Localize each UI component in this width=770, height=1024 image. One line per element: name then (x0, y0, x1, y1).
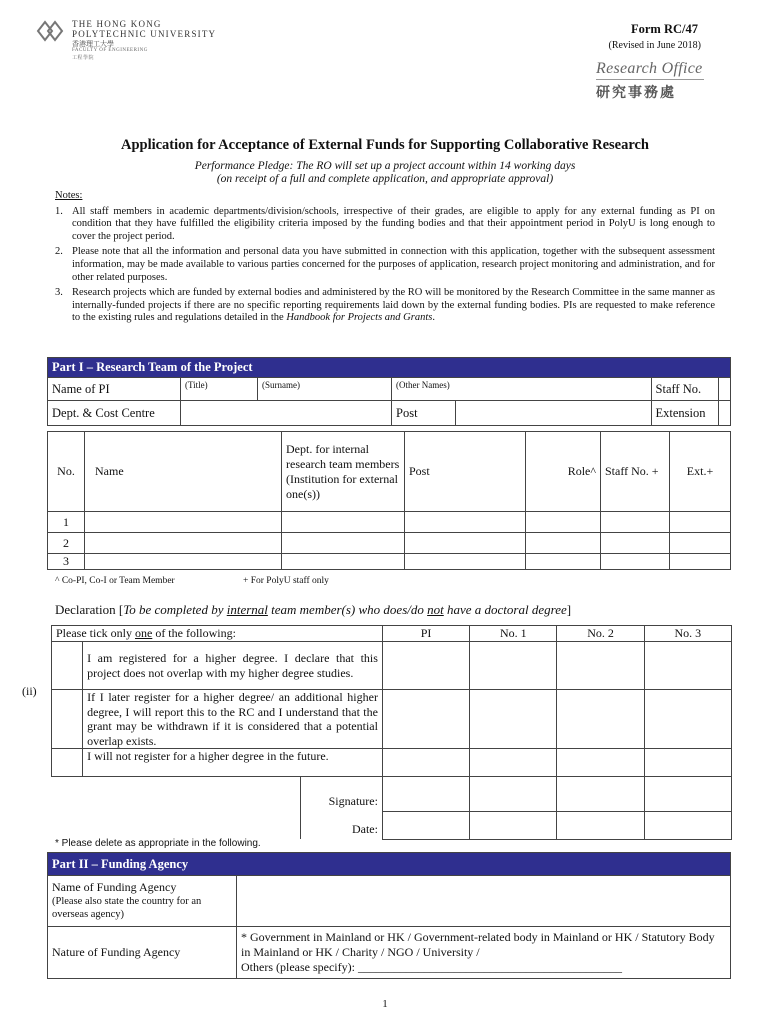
part1-heading: Part I – Research Team of the Project (48, 358, 731, 378)
dept-cost-centre-label: Dept. & Cost Centre (48, 401, 181, 426)
option-tickbox[interactable] (52, 642, 83, 690)
note-number: 2. (55, 246, 63, 258)
university-logo (36, 16, 236, 61)
tick-cell[interactable] (382, 690, 469, 749)
tick-post: of the following: (152, 626, 236, 640)
col-role-header: Role^ (526, 432, 601, 512)
member-ext-field[interactable] (670, 512, 731, 533)
signature-cell[interactable] (470, 777, 557, 812)
form-title: Application for Acceptance of External Funds for Supporting Collaborative Research (120, 137, 650, 153)
row-number: 2 (48, 533, 85, 554)
date-cell[interactable] (644, 811, 731, 839)
delete-note: * Please delete as appropriate in the following. (55, 838, 261, 849)
handbook-reference: Handbook for Projects and Grants (286, 312, 433, 324)
pi-other-names-field[interactable] (392, 378, 652, 401)
tick-cell[interactable] (644, 690, 731, 749)
signature-cell[interactable] (557, 777, 644, 812)
table-row (48, 533, 731, 554)
nature-options: * Government in Mainland or HK / Government-related body in Mainland or HK / Statutory Body in Mainland or HK / Charity / NGO / University / (241, 930, 715, 959)
declaration-part: team member(s) who does/do (267, 602, 428, 617)
note-number: 1. (55, 205, 63, 217)
member-staff-no-field[interactable] (601, 554, 670, 570)
part2-heading: Part II – Funding Agency (48, 853, 731, 876)
post-field[interactable] (456, 401, 652, 426)
date-label-cell (52, 811, 383, 839)
notes-section (55, 190, 715, 328)
col-no-3: No. 3 (644, 626, 731, 642)
tick-cell[interactable] (470, 642, 557, 690)
col-dept-header: Dept. for internal research team members (Institution for external one(s)) (282, 432, 405, 512)
university-name-zh: 香港理工大學 (72, 40, 114, 48)
note-text: Please note that all the information and personal data you have submitted in connection with this application, together with the subsequent assessment information, may be made available to various parties concerned for the purposes of application, research project monitoring and administration, and for other related purposes. (72, 246, 715, 283)
declaration-heading (55, 602, 571, 618)
declaration-part: To be completed by (123, 602, 227, 617)
pi-surname-field[interactable] (258, 378, 392, 401)
title-hint: (Title) (185, 380, 208, 390)
notes-heading: Notes: (55, 190, 83, 201)
col-post-header: Post (405, 432, 526, 512)
funding-agency-nature-label: Nature of Funding Agency (48, 927, 237, 979)
note-text-end: . (432, 312, 435, 324)
research-office-logo (596, 60, 708, 104)
declaration-lead: Declaration [ (55, 602, 124, 617)
staff-no-label: Staff No. (651, 378, 718, 401)
note-item (55, 206, 715, 244)
extension-label: Extension (651, 401, 718, 426)
member-role-field[interactable] (526, 512, 601, 533)
member-post-field[interactable] (405, 554, 526, 570)
col-staff-no-header: Staff No. + (601, 432, 670, 512)
extension-field[interactable] (718, 401, 730, 426)
name-of-pi-label: Name of PI (48, 378, 181, 401)
tick-cell[interactable] (557, 642, 644, 690)
tick-one: one (134, 626, 153, 640)
form-number: Form RC/47 (631, 22, 698, 36)
funding-agency-nature-field[interactable] (237, 927, 731, 979)
pledge-line-1: Performance Pledge: The RO will set up a project account within 14 working days (194, 160, 576, 172)
option-text: If I later register for a higher degree/ an additional higher degree, I will report this to the RC and I understand that the grant may be withdrawn if it is considered that a potential overlap exists. (83, 690, 383, 749)
option-text: I will not register for a higher degree in the future. (83, 749, 383, 777)
pledge-line-2: (on receipt of a full and complete application, and appropriate approval) (216, 173, 554, 185)
note-text (72, 287, 715, 325)
other-names-hint: (Other Names) (396, 380, 450, 390)
member-ext-field[interactable] (670, 554, 731, 570)
tick-cell[interactable] (644, 642, 731, 690)
pi-title-field[interactable] (181, 378, 258, 401)
member-staff-no-field[interactable] (601, 533, 670, 554)
staff-legend: + For PolyU staff only (243, 576, 329, 586)
member-name-field[interactable] (85, 554, 282, 570)
performance-pledge (0, 160, 770, 186)
role-legend: ^ Co-PI, Co-I or Team Member (55, 576, 175, 586)
option-tickbox[interactable] (52, 690, 83, 749)
page-number: 1 (382, 998, 388, 1010)
note-text: All staff members in academic departments/division/schools, irrespective of their grades, are eligible to apply for any external funding as PI on condition that they have fulfilled the eligibility criteria imposed by the funding bodies and that their appointment period in PolyU is long enough to cover the project period. (72, 205, 715, 242)
tick-cell[interactable] (382, 749, 469, 777)
row-number: 3 (48, 554, 85, 570)
tick-cell[interactable] (557, 749, 644, 777)
signature-label: Signature: (300, 777, 382, 811)
funding-agency-name-field[interactable] (237, 876, 731, 927)
signature-label-cell (52, 777, 383, 812)
note-number: 3. (55, 287, 63, 299)
tick-pre: Please tick only (56, 626, 135, 640)
member-ext-field[interactable] (670, 533, 731, 554)
funding-agency-name-label (48, 876, 237, 927)
university-name-en: THE HONG KONG POLYTECHNIC UNIVERSITY (72, 19, 217, 39)
member-post-field[interactable] (405, 533, 526, 554)
staff-no-field[interactable] (718, 378, 730, 401)
member-post-field[interactable] (405, 512, 526, 533)
polyu-emblem-icon (36, 18, 64, 44)
section-roman-numeral: (ii) (22, 684, 37, 698)
member-name-field[interactable] (85, 512, 282, 533)
nature-others: Others (please specify): ____________________________________________ (241, 960, 622, 974)
member-role-field[interactable] (526, 533, 601, 554)
col-no-2: No. 2 (557, 626, 644, 642)
member-dept-field[interactable] (282, 554, 405, 570)
date-cell[interactable] (557, 811, 644, 839)
research-team-table (47, 431, 731, 570)
option-tickbox[interactable] (52, 749, 83, 777)
member-name-field[interactable] (85, 533, 282, 554)
col-no-header: No. (48, 432, 85, 512)
research-office-logo-zh: 研究事務處 (596, 86, 676, 101)
signature-cell[interactable] (644, 777, 731, 812)
declaration-internal: internal (226, 602, 268, 617)
declaration-part: have a doctoral degree (443, 602, 567, 617)
funding-agency-name-sub: (Please also state the country for an overseas agency) (52, 896, 202, 920)
col-name-header: Name (85, 432, 282, 512)
member-dept-field[interactable] (282, 512, 405, 533)
note-text-main: Research projects which are funded by external bodies and administered by the RO will be monitored by the Research Committee in the same manner as internally-funded projects if there are no specific reporting requirements laid down by the external funding bodies. PIs are requested to make reference to the existing rules and regulations detailed in the (72, 287, 715, 324)
col-pi: PI (382, 626, 469, 642)
declaration-not: not (427, 602, 444, 617)
faculty-name: FACULTY OF ENGINEERING (72, 48, 148, 53)
post-label: Post (392, 401, 456, 426)
signature-cell[interactable] (382, 777, 469, 812)
declaration-table (51, 625, 732, 840)
date-cell[interactable] (382, 811, 469, 839)
note-item (55, 246, 715, 284)
date-label: Date: (300, 811, 382, 839)
table-row (48, 554, 731, 570)
table-row (48, 512, 731, 533)
member-role-field[interactable] (526, 554, 601, 570)
col-no-1: No. 1 (470, 626, 557, 642)
surname-hint: (Surname) (262, 380, 300, 390)
funding-agency-table (47, 852, 731, 979)
dept-cost-centre-field[interactable] (181, 401, 392, 426)
tick-cell[interactable] (470, 749, 557, 777)
tick-cell[interactable] (557, 690, 644, 749)
col-ext-header: Ext.+ (670, 432, 731, 512)
pi-info-table (47, 357, 731, 426)
row-number: 1 (48, 512, 85, 533)
date-cell[interactable] (470, 811, 557, 839)
tick-instruction (52, 626, 383, 642)
tick-cell[interactable] (470, 690, 557, 749)
declaration-tail: ] (566, 602, 572, 617)
faculty-name-zh: 工程學院 (72, 56, 95, 61)
note-item (55, 287, 715, 325)
tick-cell[interactable] (644, 749, 731, 777)
research-office-logo-en: Research Office (596, 60, 703, 77)
option-text: I am registered for a higher degree. I declare that this project does not overlap with my higher degree studies. (83, 642, 383, 690)
member-dept-field[interactable] (282, 533, 405, 554)
tick-cell[interactable] (382, 642, 469, 690)
member-staff-no-field[interactable] (601, 512, 670, 533)
funding-agency-name-title: Name of Funding Agency (52, 880, 177, 894)
revision-date: (Revised in June 2018) (608, 40, 701, 51)
